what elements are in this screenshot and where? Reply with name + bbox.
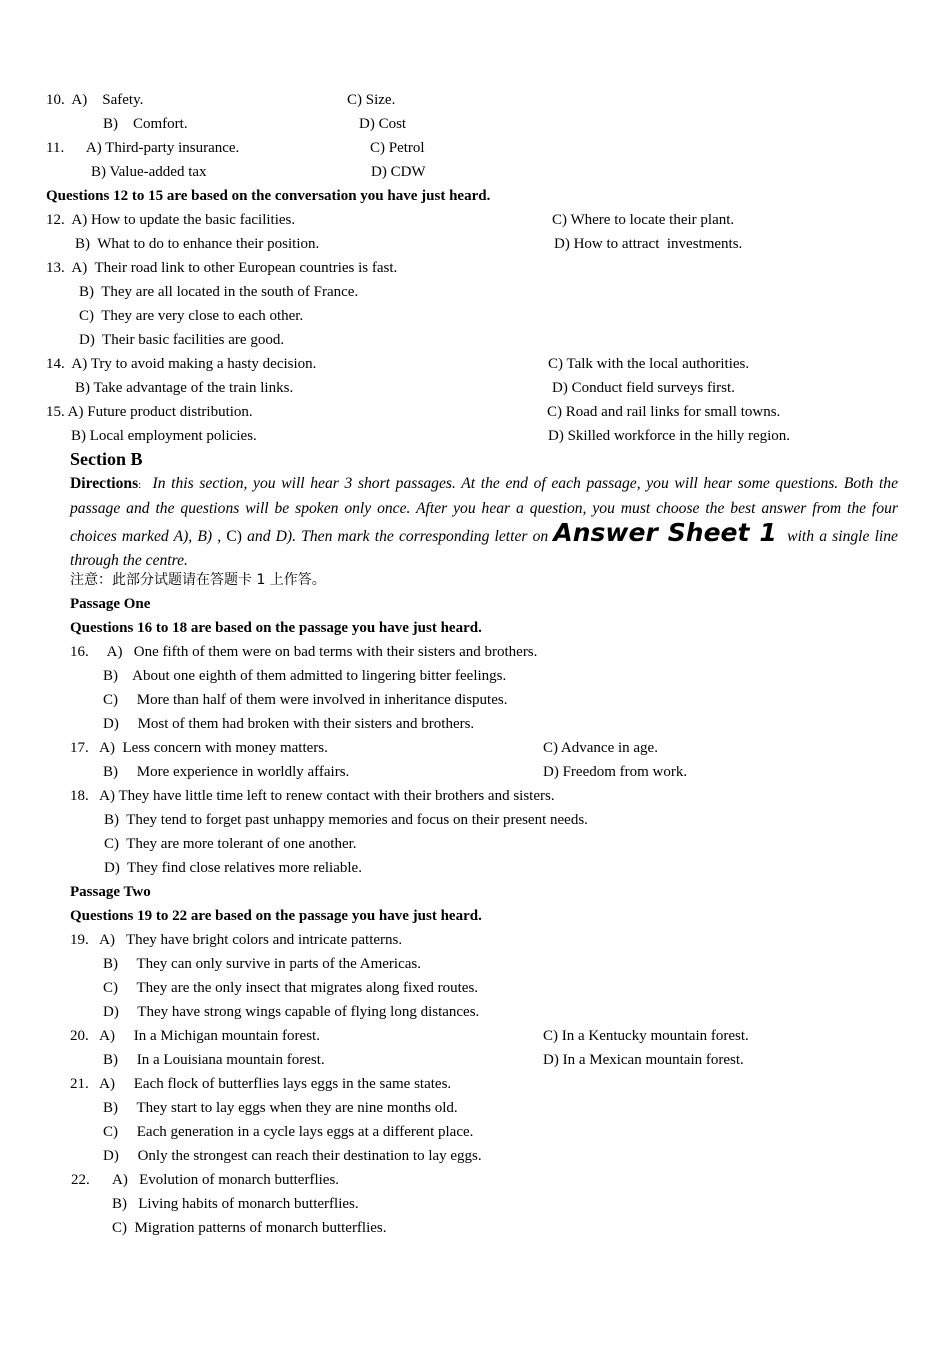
q13-option-c: C) They are very close to each other. xyxy=(79,308,304,324)
section-b-title: Section B xyxy=(70,449,143,469)
q19-option-b: B) They can only survive in parts of the Americas. xyxy=(103,956,421,972)
q15-option-b: B) Local employment policies. xyxy=(71,428,257,444)
q11-option-c: C) Petrol xyxy=(370,140,425,156)
q13-option-a: 13. A) Their road link to other European countries is fast. xyxy=(46,260,398,276)
q20-option-b: B) In a Louisiana mountain forest. xyxy=(103,1052,325,1068)
q11-option-d: D) CDW xyxy=(371,164,426,180)
passage-one-header: Questions 16 to 18 are based on the passage you have just heard. xyxy=(70,620,482,636)
passage-one-title: Passage One xyxy=(70,596,151,612)
q10-option-c: C) Size. xyxy=(347,92,396,108)
q14-option-c: C) Talk with the local authorities. xyxy=(548,356,750,372)
q12-option-d: D) How to attract investments. xyxy=(554,236,743,252)
q16-option-a: 16. A) One fifth of them were on bad terms with their sisters and brothers. xyxy=(70,644,538,660)
q11-option-b: B) Value-added tax xyxy=(91,164,207,180)
q12-option-b: B) What to do to enhance their position. xyxy=(75,236,320,252)
q13-option-b: B) They are all located in the south of France. xyxy=(79,284,359,300)
q13-option-d: D) Their basic facilities are good. xyxy=(79,332,285,348)
q14-option-d: D) Conduct field surveys first. xyxy=(552,380,735,396)
q22-number: 22. xyxy=(71,1172,90,1188)
directions-text-1: In this section, you will hear 3 short passages. At the end of each passage, you will hear some questions. Both the passage and the questions will be spoken only once. After you hear a question, you must choose the best answer from the four choices marked A), B) , xyxy=(70,475,899,545)
q16-option-b: B) About one eighth of them admitted to lingering bitter feelings. xyxy=(103,668,507,684)
q18-option-a: 18. A) They have little time left to renew contact with their brothers and sisters. xyxy=(70,788,555,804)
q21-option-a: 21. A) Each flock of butterflies lays eggs in the same states. xyxy=(70,1076,452,1092)
q10-option-d: D) Cost xyxy=(359,116,407,132)
conversation-header: Questions 12 to 15 are based on the conversation you have just heard. xyxy=(46,188,491,204)
section-b-note: 注意：此部分试题请在答题卡 1 上作答。 xyxy=(70,572,326,588)
q15-option-a: 15. A) Future product distribution. xyxy=(46,404,253,420)
directions-and: and D). Then mark the corresponding letter on xyxy=(247,528,549,545)
q17-option-c: C) Advance in age. xyxy=(543,740,658,756)
q19-option-d: D) They have strong wings capable of flying long distances. xyxy=(103,1004,480,1020)
answer-sheet-label: Answer Sheet 1 xyxy=(553,518,777,547)
q19-option-c: C) They are the only insect that migrates along fixed routes. xyxy=(103,980,479,996)
q17-option-b: B) More experience in worldly affairs. xyxy=(103,764,350,780)
q16-option-d: D) Most of them had broken with their sisters and brothers. xyxy=(103,716,475,732)
q22-option-c: C) Migration patterns of monarch butterflies. xyxy=(112,1220,387,1236)
q20-option-d: D) In a Mexican mountain forest. xyxy=(543,1052,744,1068)
q12-option-c: C) Where to locate their plant. xyxy=(552,212,735,228)
q18-option-d: D) They find close relatives more reliable. xyxy=(104,860,362,876)
q21-option-d: D) Only the strongest can reach their destination to lay eggs. xyxy=(103,1148,482,1164)
q19-option-a: 19. A) They have bright colors and intricate patterns. xyxy=(70,932,403,948)
q16-option-c: C) More than half of them were involved in inheritance disputes. xyxy=(103,692,508,708)
q20-option-a: 20. A) In a Michigan mountain forest. xyxy=(70,1028,320,1044)
q18-option-c: C) They are more tolerant of one another. xyxy=(104,836,357,852)
q15-option-d: D) Skilled workforce in the hilly region. xyxy=(548,428,791,444)
passage-two-title: Passage Two xyxy=(70,884,151,900)
directions-label: Directions xyxy=(70,475,139,492)
directions-c: C) xyxy=(226,528,242,545)
q11-option-a: 11. A) Third-party insurance. xyxy=(46,140,240,156)
directions-colon: : xyxy=(138,479,142,491)
q10-option-a: 10. A) Safety. xyxy=(46,92,144,108)
passage-two-header: Questions 19 to 22 are based on the passage you have just heard. xyxy=(70,908,482,924)
q12-option-a: 12. A) How to update the basic facilities. xyxy=(46,212,296,228)
q22-option-b: B) Living habits of monarch butterflies. xyxy=(112,1196,359,1212)
q10-option-b: B) Comfort. xyxy=(103,116,188,132)
q21-option-c: C) Each generation in a cycle lays eggs at a different place. xyxy=(103,1124,474,1140)
q17-option-a: 17. A) Less concern with money matters. xyxy=(70,740,328,756)
q20-option-c: C) In a Kentucky mountain forest. xyxy=(543,1028,749,1044)
directions-tail: with a single line through the centre. xyxy=(70,528,898,569)
section-b-directions xyxy=(70,472,898,573)
q14-option-a: 14. A) Try to avoid making a hasty decision. xyxy=(46,356,317,372)
q18-option-b: B) They tend to forget past unhappy memories and focus on their present needs. xyxy=(104,812,588,828)
q17-option-d: D) Freedom from work. xyxy=(543,764,688,780)
q22-option-a: A) Evolution of monarch butterflies. xyxy=(112,1172,340,1188)
q14-option-b: B) Take advantage of the train links. xyxy=(75,380,294,396)
q21-option-b: B) They start to lay eggs when they are nine months old. xyxy=(103,1100,458,1116)
q15-option-c: C) Road and rail links for small towns. xyxy=(547,404,781,420)
